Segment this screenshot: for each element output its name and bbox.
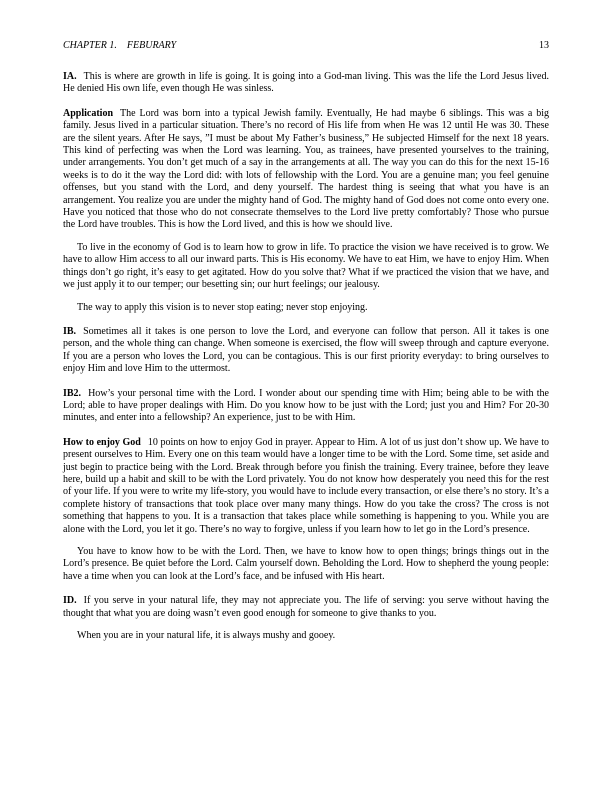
paragraph-ib2 bbox=[63, 388, 549, 425]
paragraph-know-how-to-be bbox=[63, 546, 549, 583]
paragraph-lead: How to enjoy God bbox=[63, 436, 141, 448]
paragraph-text: How’s your personal time with the Lord. I wonder about our spending time with Him; being able to be with the Lord; able to have proper dealings with Him. Do you know how to be just with the Lord; just you and Him? For 20-30 minutes, and enter into a fellowship? An experience, just to be with Him. bbox=[63, 387, 549, 424]
paragraph-text: You have to know how to be with the Lord. Then, we have to know how to open things; brings things out in the Lord’s presence. Be quiet before the Lord. Calm yourself down. Beholding the Lord. How to shepherd the young people: have a time when you can look at the Lord’s face, and be infused with His heart. bbox=[63, 546, 549, 582]
paragraph-to-live bbox=[63, 242, 549, 292]
paragraph-text: The way to apply this vision is to never stop eating; never stop enjoying. bbox=[77, 301, 368, 313]
paragraph-ib bbox=[63, 326, 549, 376]
chapter-number: CHAPTER 1. bbox=[63, 40, 117, 51]
paragraph-lead: Application bbox=[63, 107, 114, 119]
paragraph-text: If you serve in your natural life, they may not appreciate you. The life of serving: you serve without having the thought that what you are doing wasn’t even good enough for someone to give thanks to you. bbox=[63, 595, 549, 619]
chapter-title: FEBURARY bbox=[126, 40, 177, 51]
paragraph-lead: IB2. bbox=[63, 387, 82, 399]
paragraph-lead: ID. bbox=[63, 595, 77, 607]
paragraph-id bbox=[63, 595, 549, 620]
paragraph-text: To live in the economy of God is to learn how to grow in life. To practice the vision we have received is to grow. We have to allow Him access to all our inward parts. This is His economy. We have to eat Him, we have to enjoy Him. When things don’t go right, it’s easy to get agitated. How do you solve that? What if we practiced the vision that we have, and we just apply it to our temper; our besetting sin; our hurt feelings; our jealousy. bbox=[63, 241, 549, 291]
page-number: 13 bbox=[539, 40, 549, 51]
paragraph-how-to-enjoy-god bbox=[63, 437, 549, 536]
running-header bbox=[63, 40, 549, 51]
chapter-heading bbox=[63, 40, 176, 51]
paragraph-text: This is where are growth in life is going. It is going into a God-man living. This was the life the Lord Jesus lived. He denied His own life, even though He was sinless. bbox=[63, 71, 549, 95]
paragraph-lead: IA. bbox=[63, 71, 77, 82]
paragraph-text: When you are in your natural life, it is always mushy and gooey. bbox=[77, 630, 336, 642]
paragraph-ia bbox=[63, 71, 549, 96]
paragraph-text: Sometimes all it takes is one person to love the Lord, and everyone can follow that person. All it takes is one person, and the whole thing can change. When someone is exercised, the flow will sweep through and capture everyone. If you are a person who loves the Lord, you can be contagious. This is our first priority everyday: to bring ourselves to enjoy Him and love Him to the uttermost. bbox=[63, 325, 549, 375]
paragraph-way-to-apply bbox=[63, 302, 549, 314]
paragraph-application bbox=[63, 108, 549, 232]
paragraph-lead: IB. bbox=[63, 325, 77, 337]
body-text bbox=[63, 71, 549, 642]
paragraph-text: 10 points on how to enjoy God in prayer. Appear to Him. A lot of us just don’t show up. We have to present ourselves to Him. Every one on this team would have a longer time to be with the Lord. Some time, set aside and just begin to practice being with the Lord. Break through before you finish the training. Every trainee, before they leave here, build up a habit and skill to be with the Lord privately. You do not know how desperately you need this for the rest of your life. If you were to write my life-story, you would have to include every transaction, or else there’s no story. It’s a complete history of transactions that took place over many many things. How do you take the cross? The cross is not something that happens to you. It is a transaction that takes place while something is happening to you. While you are alone with the Lord, you let it go. There’s no way to forgive, unless if you learn how to let go in the Lord’s presence. bbox=[63, 436, 549, 535]
paragraph-text: The Lord was born into a typical Jewish family. Eventually, He had maybe 6 siblings. This was a big family. Jesus lived in a particular situation. There’s no record of His life from when He was 12 until He was 30. These are the silent years. After He says, ”I must be about My Father’s business,” He subjected Himself for the next 18 years. This kind of perfecting was when the Lord was learning. You, as trainees, have presented yourselves to the training, under arrangements. You don’t get much of a say in the arrangements at all. The way you can do this for the next 15-16 weeks is to do it the way the Lord did: with lots of fellowship with the Lord. You are a genuine man; you feel genuine offenses, but you stand with the Lord, and deny yourself. The hardest thing is seeing that what you have is an arrangement. You realize you are under the mighty hand of God. The mighty hand of God does not come onto every one. Have you noticed that those who do not consecrate themselves to the Lord live pretty comfortably? Those who pursue the Lord have troubles. This is how the Lord lived, and this is how we should live. bbox=[63, 107, 549, 231]
paragraph-mushy-gooey bbox=[63, 630, 549, 642]
